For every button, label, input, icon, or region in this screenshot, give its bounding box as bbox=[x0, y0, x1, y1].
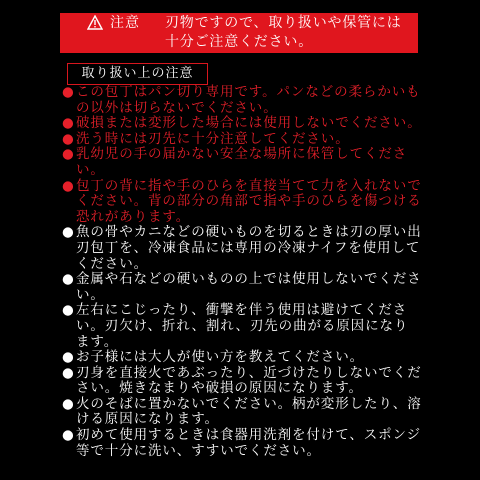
list-item bbox=[62, 366, 422, 397]
note-text: 洗う時には刃先に十分注意してください。 bbox=[76, 130, 350, 147]
note-text: この包丁はパン切り専用です。パンなどの柔らかいもの以外は切らないでください。 bbox=[76, 84, 421, 116]
list-item bbox=[62, 272, 422, 303]
bullet-icon: ● bbox=[62, 177, 75, 194]
bullet-icon: ● bbox=[62, 84, 75, 100]
note-text: 火のそばに置かないでください。柄が変形したり、溶ける原因になります。 bbox=[76, 395, 422, 428]
list-item bbox=[62, 85, 422, 116]
bullet-icon: ● bbox=[62, 302, 75, 319]
list-item bbox=[62, 225, 422, 272]
bullet-icon: ● bbox=[62, 349, 75, 366]
list-item bbox=[62, 179, 422, 226]
warning-title: 注意 bbox=[110, 15, 140, 31]
list-item bbox=[62, 147, 422, 178]
note-text: 包丁の背に指や手のひらを直接当てて力を入れないでください。背の部分の角部で指や手のひらを傷つける恐れがあります。 bbox=[76, 177, 422, 225]
list-item bbox=[62, 428, 422, 459]
bullet-icon: ● bbox=[62, 364, 75, 381]
caution-list bbox=[62, 85, 422, 459]
note-text: 初めて使用するときは食器用洗剤を付けて、スポンジ等で十分に洗い、すすいでください。 bbox=[76, 427, 421, 459]
list-item bbox=[62, 116, 422, 132]
warning-triangle-icon bbox=[87, 15, 103, 30]
note-text: 破損または変形した場合には使用しないでください。 bbox=[76, 115, 422, 132]
bullet-icon: ● bbox=[62, 115, 75, 132]
note-text: 左右にこじったり、衝撃を伴う使用は避けてください。刃欠け、折れ、割れ、刃先の曲がる原因になります。 bbox=[76, 302, 409, 350]
warning-text: 刃物ですので、取り扱いや保管には十分ご注意ください。 bbox=[165, 15, 402, 50]
note-text: 金属や石などの硬いものの上では使用しないでください。 bbox=[76, 271, 422, 303]
note-text: お子様には大人が使い方を教えてください。 bbox=[76, 349, 364, 366]
bullet-icon: ● bbox=[62, 146, 75, 163]
list-item bbox=[62, 132, 422, 148]
bullet-icon: ● bbox=[62, 427, 75, 444]
note-text: 刃身を直接火であぶったり、近づけたりしないでください。焼きなまりや破損の原因になります。 bbox=[76, 364, 422, 397]
bullet-icon: ● bbox=[62, 130, 75, 147]
bullet-icon: ● bbox=[62, 395, 75, 412]
list-item bbox=[62, 303, 422, 350]
note-text: 魚の骨やカニなどの硬いものを切るときは刃の厚い出刃包丁を、冷凍食品には専用の冷凍ナイフを使用してください。 bbox=[76, 224, 422, 272]
bullet-icon: ● bbox=[62, 224, 75, 241]
bullet-icon: ● bbox=[62, 271, 75, 288]
section-heading: 取り扱い上の注意 bbox=[67, 63, 208, 85]
note-text: 乳幼児の手の届かない安全な場所に保管してください。 bbox=[76, 146, 408, 178]
list-item bbox=[62, 350, 422, 366]
list-item bbox=[62, 397, 422, 428]
